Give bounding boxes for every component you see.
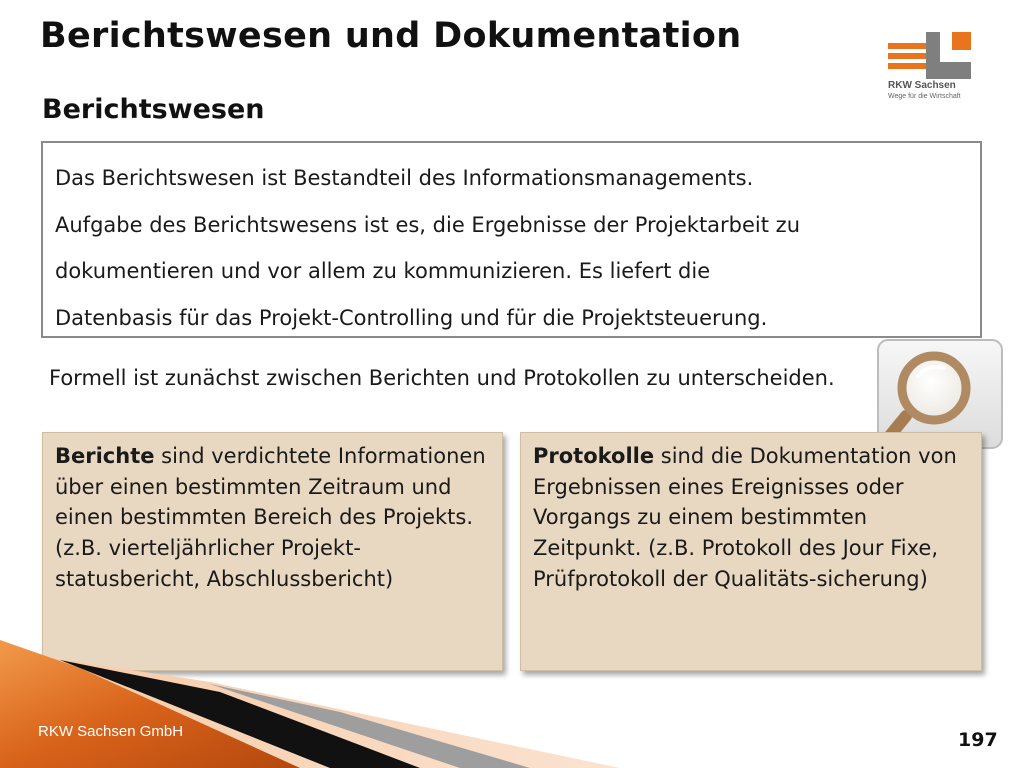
definition-line: dokumentieren und vor allem zu kommunizieren. Es liefert die (55, 259, 711, 283)
footer-decoration (0, 640, 1024, 768)
definition-line: Datenbasis für das Projekt-Controlling und für die Projektsteuerung. (55, 305, 768, 330)
card-term: Protokolle (533, 444, 655, 468)
logo-tagline: Wege für die Wirtschaft (888, 93, 961, 100)
slide-title: Berichtswesen und Dokumentation (40, 16, 742, 56)
footer-company: RKW Sachsen GmbH (38, 723, 184, 740)
definition-line: Das Berichtswesen ist Bestandteil des Informationsmanagements. (55, 166, 754, 190)
definition-box (41, 141, 982, 338)
logo-name: RKW Sachsen (888, 80, 956, 91)
card-protokolle (520, 432, 982, 671)
intro-text: Formell ist zunächst zwischen Berichten und Protokollen zu unterscheiden. (49, 366, 835, 390)
section-heading: Berichtswesen (42, 94, 265, 125)
definition-line: Aufgabe des Berichtswesens ist es, die Ergebnisse der Projektarbeit zu (55, 212, 801, 237)
card-text: sind die Dokumentation von Ergebnissen eines Ereignisses oder Vorgangs zu einem bestimmten Zeitpunkt. (z.B. Protokoll des Jour Fixe, Prüfprotokoll der Qualitäts-sicherung) (533, 444, 957, 591)
card-text: sind verdichtete Informationen über einen bestimmten Zeitraum und einen bestimmten Bereich des Projekts. (z.B. vierteljährlicher Projekt-statusbericht, Abschlussbericht) (55, 444, 486, 591)
page-number: 197 (958, 729, 998, 751)
card-term: Berichte (55, 444, 155, 468)
card-berichte (42, 432, 503, 671)
